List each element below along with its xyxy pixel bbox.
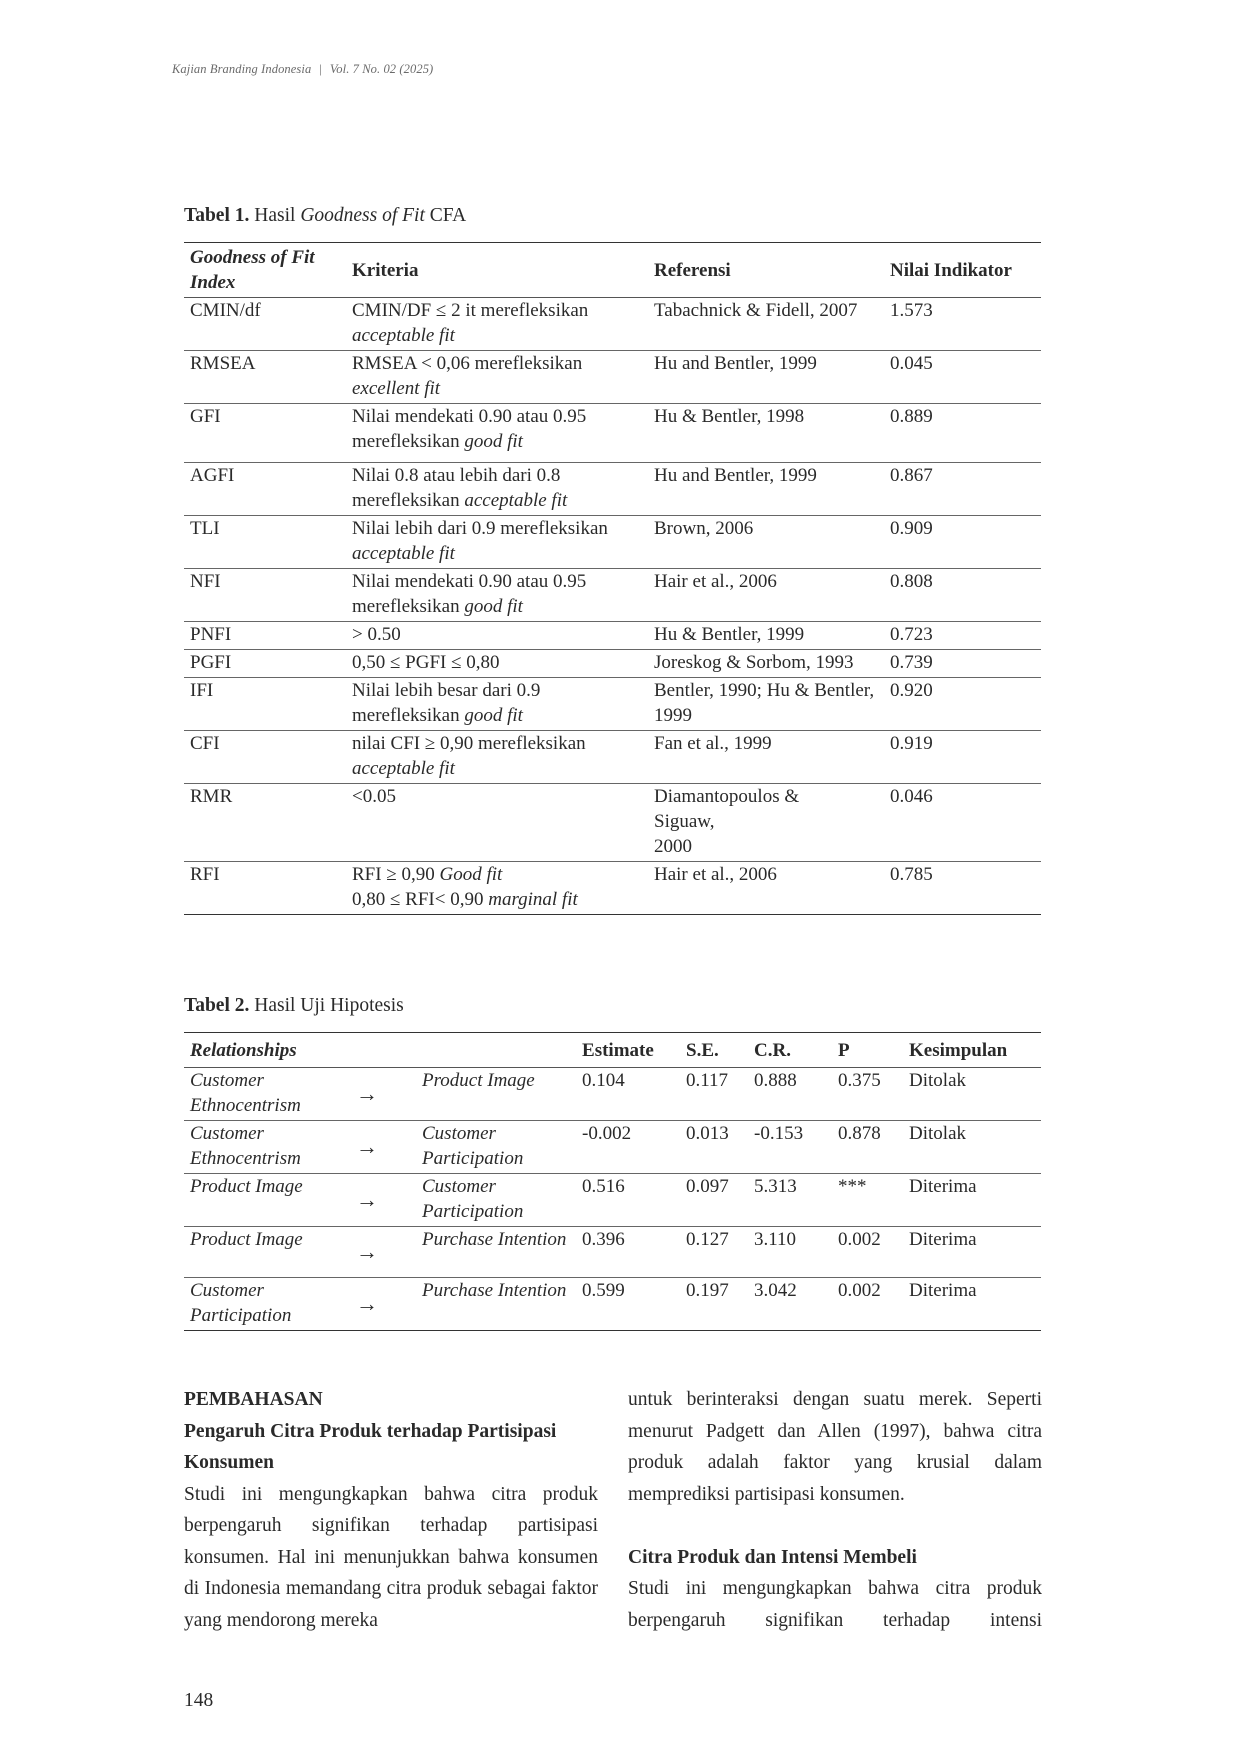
criteria-em: acceptable fit <box>352 543 455 564</box>
criteria-cell <box>346 731 648 784</box>
table1-title-pre: Hasil <box>254 205 301 226</box>
paragraph-2: Studi ini mengungkapkan bahwa citra produk berpengaruh signifikan terhadap intensi <box>628 1578 1042 1631</box>
criteria-text: Nilai lebih besar dari 0.9 merefleksikan <box>352 680 541 726</box>
indicator-value-cell: 0.739 <box>884 650 1041 678</box>
table1-title-em: Goodness of Fit <box>300 205 425 226</box>
table1-label: Tabel 1. <box>184 205 250 226</box>
reference-cell: Tabachnick & Fidell, 2007 <box>648 298 884 351</box>
hypothesis-table <box>184 1032 1041 1331</box>
fit-index-cell: PGFI <box>184 650 346 678</box>
reference-cell: Brown, 2006 <box>648 516 884 569</box>
reference-cell <box>648 784 884 862</box>
estimate-cell: -0.002 <box>576 1121 680 1174</box>
reference-cell: Hair et al., 2006 <box>648 862 884 915</box>
conclusion-cell: Diterima <box>903 1174 1041 1227</box>
table1-header-criteria: Kriteria <box>346 243 648 298</box>
criteria-line <box>352 887 642 912</box>
criteria-em: acceptable fit <box>352 325 455 346</box>
table2-header-estimate: Estimate <box>576 1033 680 1068</box>
se-cell: 0.127 <box>680 1227 748 1278</box>
running-header <box>172 62 433 77</box>
reference-cell: Fan et al., 1999 <box>648 731 884 784</box>
table2-row <box>184 1174 1041 1227</box>
table1-body <box>184 298 1041 915</box>
table1-caption <box>184 204 466 228</box>
table2-title: Hasil Uji Hipotesis <box>254 995 404 1016</box>
p-cell: *** <box>832 1174 903 1227</box>
fit-index-cell: IFI <box>184 678 346 731</box>
criteria-cell <box>346 516 648 569</box>
table2-header-relationships: Relationships <box>184 1033 576 1068</box>
left-column <box>184 1384 598 1636</box>
arrow-icon: → <box>344 1278 416 1331</box>
criteria-text: CMIN/DF ≤ 2 it merefleksikan <box>352 300 589 321</box>
criteria-line <box>352 862 642 887</box>
table2-body <box>184 1068 1041 1331</box>
criteria-cell <box>346 463 648 516</box>
table2-header-cr: C.R. <box>748 1033 832 1068</box>
estimate-cell: 0.104 <box>576 1068 680 1121</box>
criteria-em: marginal fit <box>488 889 578 910</box>
criteria-text: Nilai lebih dari 0.9 merefleksikan <box>352 518 608 539</box>
criteria-text: nilai CFI ≥ 0,90 merefleksikan <box>352 733 586 754</box>
relationship-from: Customer Ethnocentrism <box>184 1068 344 1121</box>
cr-cell: 5.313 <box>748 1174 832 1227</box>
estimate-cell: 0.396 <box>576 1227 680 1278</box>
criteria-text: Nilai mendekati 0.90 atau 0.95 merefleksikan <box>352 571 587 617</box>
relationship-from: Product Image <box>184 1227 344 1278</box>
cr-cell: -0.153 <box>748 1121 832 1174</box>
fit-index-cell: NFI <box>184 569 346 622</box>
estimate-cell: 0.516 <box>576 1174 680 1227</box>
cr-cell: 3.042 <box>748 1278 832 1331</box>
criteria-em: Good fit <box>439 864 503 885</box>
fit-index-cell: TLI <box>184 516 346 569</box>
relationship-from: Customer Ethnocentrism <box>184 1121 344 1174</box>
header-separator: | <box>319 62 322 76</box>
cr-cell: 0.888 <box>748 1068 832 1121</box>
indicator-value-cell: 0.723 <box>884 622 1041 650</box>
criteria-cell <box>346 784 648 862</box>
indicator-value-cell: 0.867 <box>884 463 1041 516</box>
fit-index-cell: RMSEA <box>184 351 346 404</box>
criteria-text: RMSEA < 0,06 merefleksikan <box>352 353 583 374</box>
subsection-heading-1: Pengaruh Citra Produk terhadap Partisipasi Konsumen <box>184 1420 557 1473</box>
table1-row <box>184 678 1041 731</box>
criteria-cell <box>346 569 648 622</box>
arrow-icon: → <box>344 1174 416 1227</box>
paragraph-1-continued: untuk berinteraksi dengan suatu merek. Seperti menurut Padgett dan Allen (1997), bahwa citra produk adalah faktor yang krusial dalam memprediksi partisipasi konsumen. <box>628 1389 1042 1505</box>
criteria-text: Nilai mendekati 0.90 atau 0.95 merefleksikan <box>352 406 587 452</box>
table1-row <box>184 650 1041 678</box>
table2-header-se: S.E. <box>680 1033 748 1068</box>
arrow-icon: → <box>344 1227 416 1278</box>
reference-cell: Hu and Bentler, 1999 <box>648 351 884 404</box>
relationship-to: Customer Participation <box>416 1121 576 1174</box>
reference-cell: Hair et al., 2006 <box>648 569 884 622</box>
criteria-em: good fit <box>464 705 523 726</box>
criteria-em: good fit <box>464 596 523 617</box>
table1-row <box>184 404 1041 463</box>
table2-row <box>184 1227 1041 1278</box>
fit-index-cell: GFI <box>184 404 346 463</box>
relationship-to: Product Image <box>416 1068 576 1121</box>
fit-index-cell: CMIN/df <box>184 298 346 351</box>
p-cell: 0.002 <box>832 1227 903 1278</box>
fit-index-cell: PNFI <box>184 622 346 650</box>
arrow-icon: → <box>344 1068 416 1121</box>
indicator-value-cell: 0.046 <box>884 784 1041 862</box>
criteria-cell <box>346 298 648 351</box>
relationship-from: Product Image <box>184 1174 344 1227</box>
paragraph-1: Studi ini mengungkapkan bahwa citra produk berpengaruh signifikan terhadap partisipasi konsumen. Hal ini menunjukkan bahwa konsumen di Indonesia memandang citra produk sebagai faktor yang mendorong mereka <box>184 1483 598 1631</box>
reference-line: 2000 <box>654 836 692 857</box>
table1-header-reference: Referensi <box>648 243 884 298</box>
right-column <box>628 1384 1042 1636</box>
reference-cell: Bentler, 1990; Hu & Bentler, 1999 <box>648 678 884 731</box>
conclusion-cell: Ditolak <box>903 1121 1041 1174</box>
table1-row <box>184 622 1041 650</box>
relationship-to: Purchase Intention <box>416 1278 576 1331</box>
reference-line: Diamantopoulos & <box>654 786 800 807</box>
estimate-cell: 0.599 <box>576 1278 680 1331</box>
p-cell: 0.878 <box>832 1121 903 1174</box>
table1-title-post: CFA <box>424 205 467 226</box>
table2-caption <box>184 994 404 1018</box>
indicator-value-cell: 0.920 <box>884 678 1041 731</box>
criteria-em: good fit <box>464 431 523 452</box>
fit-index-cell: RMR <box>184 784 346 862</box>
table2-row <box>184 1278 1041 1331</box>
indicator-value-cell: 0.808 <box>884 569 1041 622</box>
criteria-cell <box>346 650 648 678</box>
p-cell: 0.375 <box>832 1068 903 1121</box>
criteria-text: > 0.50 <box>352 624 401 645</box>
table1-header-row <box>184 243 1041 298</box>
table1-row <box>184 569 1041 622</box>
journal-name: Kajian Branding Indonesia <box>172 62 312 76</box>
se-cell: 0.013 <box>680 1121 748 1174</box>
criteria-text: 0,80 ≤ RFI< 0,90 <box>352 889 489 910</box>
table1-row <box>184 862 1041 915</box>
reference-line: Siguaw, <box>654 811 715 832</box>
criteria-text: Nilai 0.8 atau lebih dari 0.8 merefleksikan <box>352 465 561 511</box>
indicator-value-cell: 0.909 <box>884 516 1041 569</box>
indicator-value-cell: 0.889 <box>884 404 1041 463</box>
reference-cell: Hu & Bentler, 1999 <box>648 622 884 650</box>
criteria-cell <box>346 404 648 463</box>
fit-index-cell: RFI <box>184 862 346 915</box>
table2-header-p: P <box>832 1033 903 1068</box>
page-number: 148 <box>184 1690 214 1711</box>
criteria-text: RFI ≥ 0,90 <box>352 864 440 885</box>
table1-row <box>184 731 1041 784</box>
criteria-text: 0,50 ≤ PGFI ≤ 0,80 <box>352 652 500 673</box>
criteria-cell <box>346 622 648 650</box>
journal-volume: Vol. 7 No. 02 (2025) <box>329 62 434 76</box>
table1-row <box>184 784 1041 862</box>
arrow-icon: → <box>344 1121 416 1174</box>
conclusion-cell: Diterima <box>903 1278 1041 1331</box>
fit-index-cell: AGFI <box>184 463 346 516</box>
reference-cell: Hu & Bentler, 1998 <box>648 404 884 463</box>
se-cell: 0.097 <box>680 1174 748 1227</box>
se-cell: 0.117 <box>680 1068 748 1121</box>
indicator-value-cell: 0.919 <box>884 731 1041 784</box>
p-cell: 0.002 <box>832 1278 903 1331</box>
indicator-value-cell: 1.573 <box>884 298 1041 351</box>
table2-header-row <box>184 1033 1041 1068</box>
table1-row <box>184 463 1041 516</box>
relationship-from: Customer Participation <box>184 1278 344 1331</box>
reference-cell: Hu and Bentler, 1999 <box>648 463 884 516</box>
criteria-em: acceptable fit <box>352 758 455 779</box>
criteria-cell <box>346 351 648 404</box>
criteria-text: <0.05 <box>352 786 396 807</box>
criteria-cell <box>346 678 648 731</box>
section-heading: PEMBAHASAN <box>184 1389 323 1410</box>
table1-header-index: Goodness of Fit Index <box>184 243 346 298</box>
indicator-value-cell: 0.045 <box>884 351 1041 404</box>
table1-row <box>184 351 1041 404</box>
criteria-em: excellent fit <box>352 378 441 399</box>
conclusion-cell: Ditolak <box>903 1068 1041 1121</box>
relationship-to: Customer Participation <box>416 1174 576 1227</box>
fit-index-cell: CFI <box>184 731 346 784</box>
se-cell: 0.197 <box>680 1278 748 1331</box>
table1-row <box>184 516 1041 569</box>
indicator-value-cell: 0.785 <box>884 862 1041 915</box>
table2-label: Tabel 2. <box>184 995 250 1016</box>
reference-cell: Joreskog & Sorbom, 1993 <box>648 650 884 678</box>
criteria-cell <box>346 862 648 915</box>
subsection-heading-2: Citra Produk dan Intensi Membeli <box>628 1546 917 1568</box>
relationship-to: Purchase Intention <box>416 1227 576 1278</box>
table2-row <box>184 1068 1041 1121</box>
conclusion-cell: Diterima <box>903 1227 1041 1278</box>
table2-header-conclusion: Kesimpulan <box>903 1033 1041 1068</box>
goodness-of-fit-table <box>184 242 1041 915</box>
cr-cell: 3.110 <box>748 1227 832 1278</box>
table2-row <box>184 1121 1041 1174</box>
table1-header-value: Nilai Indikator <box>884 243 1041 298</box>
table1-row <box>184 298 1041 351</box>
criteria-em: acceptable fit <box>464 490 568 511</box>
